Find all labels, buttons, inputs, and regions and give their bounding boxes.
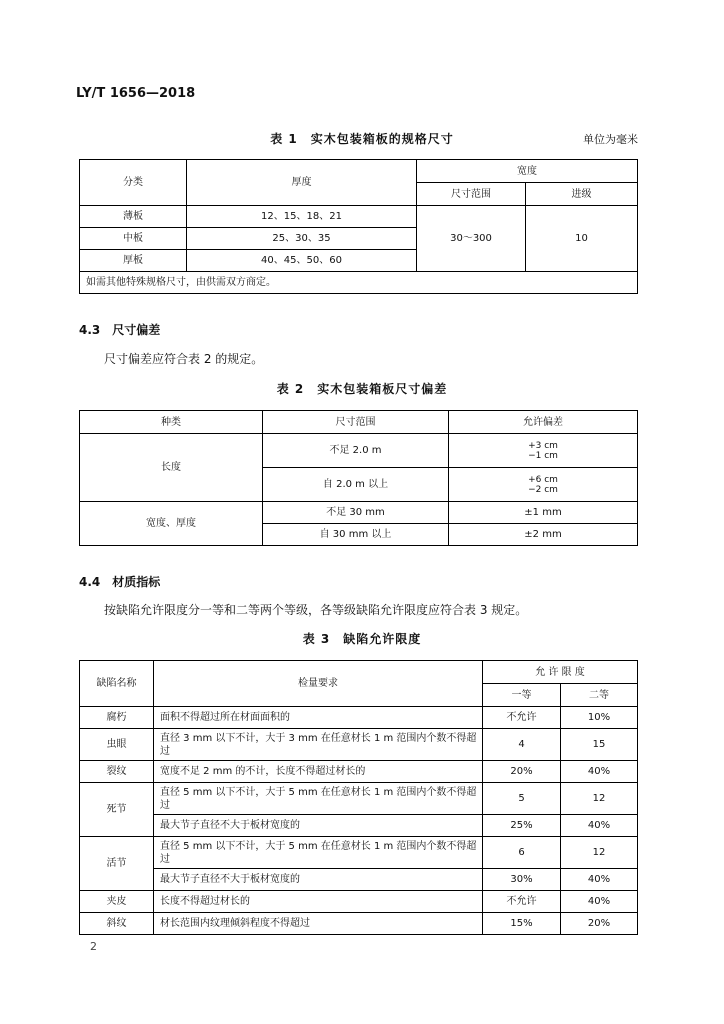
- t1-header-thickness: 厚度: [187, 160, 417, 206]
- table2: [79, 410, 638, 546]
- t3-grade1: 6: [483, 837, 561, 869]
- t3-grade1: 不允许: [483, 891, 561, 913]
- t1-category: 厚板: [80, 250, 187, 272]
- t3-requirement: 直径 5 mm 以下不计，大于 5 mm 在任意材长 1 m 范围内个数不得超过: [154, 783, 483, 815]
- t1-header-width: 宽度: [417, 160, 638, 183]
- table2-title: 表 2 实木包装箱板尺寸偏差: [276, 382, 448, 396]
- t1-grade-value: 10: [526, 206, 638, 272]
- t3-defect-name: 死节: [80, 783, 154, 837]
- t3-header-grade2: 二等: [561, 684, 638, 707]
- t3-grade1: 不允许: [483, 707, 561, 729]
- t2-range: 自 30 mm 以上: [263, 524, 449, 546]
- t2-header-tolerance: 允许偏差: [449, 411, 638, 434]
- t2-header-range: 尺寸范围: [263, 411, 449, 434]
- t2-tolerance: [449, 434, 638, 468]
- t3-grade1: 30%: [483, 869, 561, 891]
- t3-grade1: 15%: [483, 913, 561, 935]
- t3-grade2: 15: [561, 729, 638, 761]
- t3-requirement: 直径 3 mm 以下不计，大于 3 mm 在任意材长 1 m 范围内个数不得超过: [154, 729, 483, 761]
- t3-grade1: 20%: [483, 761, 561, 783]
- table1-unit: 单位为毫米: [583, 133, 638, 146]
- t2-header-kind: 种类: [80, 411, 263, 434]
- t3-requirement: 宽度不足 2 mm 的不计，长度不得超过材长的: [154, 761, 483, 783]
- t1-category: 中板: [80, 228, 187, 250]
- t2-tol-minus: −2 cm: [528, 484, 558, 495]
- t1-note: 如需其他特殊规格尺寸，由供需双方商定。: [80, 272, 638, 294]
- t2-tol-minus: −1 cm: [528, 450, 558, 461]
- t3-grade2: 20%: [561, 913, 638, 935]
- t1-thickness: 12、15、18、21: [187, 206, 417, 228]
- t1-header-grade: 进级: [526, 183, 638, 206]
- t3-defect-name: 裂纹: [80, 761, 154, 783]
- table1-title: 表 1 实木包装箱板的规格尺寸: [270, 132, 454, 146]
- t3-requirement: 面积不得超过所在材面面积的: [154, 707, 483, 729]
- t3-defect-name: 腐朽: [80, 707, 154, 729]
- t2-tolerance: ±1 mm: [449, 502, 638, 524]
- t3-defect-name: 夹皮: [80, 891, 154, 913]
- t3-grade2: 40%: [561, 761, 638, 783]
- t3-defect-name: 斜纹: [80, 913, 154, 935]
- page-number: 2: [90, 940, 97, 953]
- t3-requirement: 最大节子直径不大于板材宽度的: [154, 815, 483, 837]
- standard-code: LY/T 1656—2018: [76, 86, 196, 101]
- t2-range: 自 2.0 m 以上: [263, 468, 449, 502]
- t3-header-grade1: 一等: [483, 684, 561, 707]
- t3-grade2: 40%: [561, 891, 638, 913]
- section-4-3-text: 尺寸偏差应符合表 2 的规定。: [104, 352, 264, 366]
- t3-header-requirement: 检量要求: [154, 661, 483, 707]
- t1-category: 薄板: [80, 206, 187, 228]
- t3-requirement: 长度不得超过材长的: [154, 891, 483, 913]
- t1-thickness: 25、30、35: [187, 228, 417, 250]
- section-4-4-heading: 4.4 材质指标: [79, 575, 161, 589]
- t2-range: 不足 2.0 m: [263, 434, 449, 468]
- section-4-3-heading: 4.3 尺寸偏差: [79, 323, 161, 337]
- t3-requirement: 材长范围内纹理倾斜程度不得超过: [154, 913, 483, 935]
- t2-tolerance: [449, 468, 638, 502]
- table1: [79, 159, 638, 294]
- t1-width-range: 30～300: [417, 206, 526, 272]
- t3-grade2: 40%: [561, 869, 638, 891]
- t3-grade2: 40%: [561, 815, 638, 837]
- t2-range: 不足 30 mm: [263, 502, 449, 524]
- t3-header-name: 缺陷名称: [80, 661, 154, 707]
- t3-grade1: 4: [483, 729, 561, 761]
- t2-kind-length: 长度: [80, 434, 263, 502]
- t3-defect-name: 活节: [80, 837, 154, 891]
- t3-header-allowance: 允 许 限 度: [483, 661, 638, 684]
- t2-kind-width-thickness: 宽度、厚度: [80, 502, 263, 546]
- t3-grade2: 12: [561, 837, 638, 869]
- t2-tol-plus: +3 cm: [528, 440, 558, 451]
- t3-requirement: 最大节子直径不大于板材宽度的: [154, 869, 483, 891]
- table3: [79, 660, 638, 935]
- t3-grade1: 25%: [483, 815, 561, 837]
- t3-defect-name: 虫眼: [80, 729, 154, 761]
- t2-tolerance: ±2 mm: [449, 524, 638, 546]
- table3-title: 表 3 缺陷允许限度: [302, 632, 422, 646]
- section-4-4-text: 按缺陷允许限度分一等和二等两个等级，各等级缺陷允许限度应符合表 3 规定。: [104, 603, 528, 617]
- t3-requirement: 直径 5 mm 以下不计，大于 5 mm 在任意材长 1 m 范围内个数不得超过: [154, 837, 483, 869]
- t1-header-size-range: 尺寸范围: [417, 183, 526, 206]
- t1-thickness: 40、45、50、60: [187, 250, 417, 272]
- t2-tol-plus: +6 cm: [528, 474, 558, 485]
- t3-grade2: 10%: [561, 707, 638, 729]
- t1-header-category: 分类: [80, 160, 187, 206]
- t3-grade2: 12: [561, 783, 638, 815]
- t3-grade1: 5: [483, 783, 561, 815]
